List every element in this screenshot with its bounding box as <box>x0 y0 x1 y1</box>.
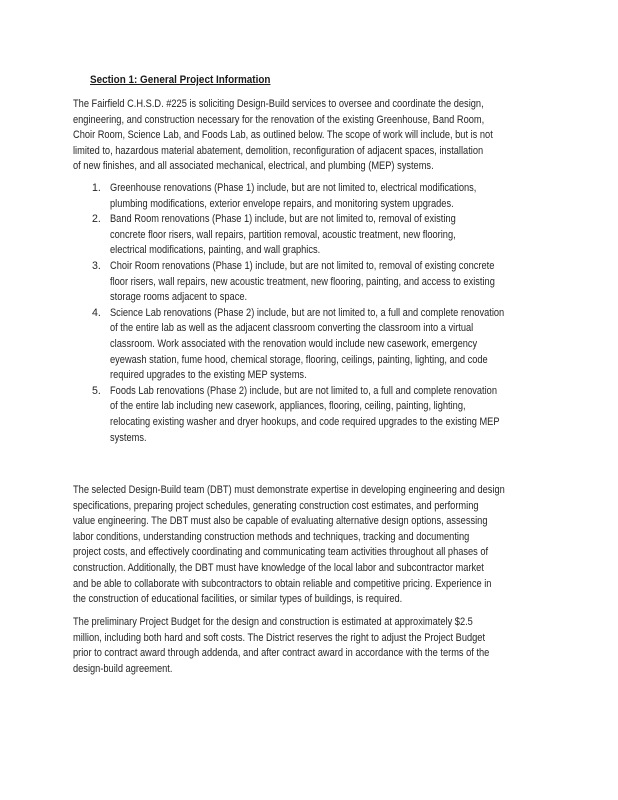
dbt-paragraph <box>73 483 566 608</box>
text-line: of the entire lab as well as the adjacent classroom converting the classroom into a virtual <box>110 322 474 335</box>
budget-paragraph <box>73 615 549 677</box>
text-line: Greenhouse renovations (Phase 1) include, but are not limited to, electrical modifications, <box>110 182 477 194</box>
text-line: required upgrades to the existing MEP systems. <box>110 369 307 382</box>
text-line: value engineering. The DBT must also be capable of evaluating alternative design options, assessing <box>73 515 488 528</box>
text-line: million, including both hard and soft costs. The District reserves the right to adjust the Project Budget <box>73 631 486 644</box>
text-line: Choir Room, Science Lab, and Foods Lab, as outlined below. The scope of work will include, but is not <box>73 129 493 142</box>
text-line: and be able to collaborate with subcontractors to obtain reliable and competitive pricing. Experience in <box>73 577 492 590</box>
section-title: Section 1: General Project Information <box>90 74 271 86</box>
text-line: labor conditions, understanding construction methods and techniques, tracking and documenting <box>73 530 470 543</box>
text-line: eyewash station, fume hood, chemical storage, flooring, ceilings, painting, lighting, and code <box>110 353 488 366</box>
list-item <box>92 306 561 384</box>
list-number: 5. <box>92 384 101 397</box>
text-line: engineering, and construction necessary for the renovation of the existing Greenhouse, Band Room, <box>73 113 485 126</box>
text-line: design-build agreement. <box>73 662 173 675</box>
text-line: systems. <box>110 431 147 444</box>
text-line: limited to, hazardous material abatement, demolition, reconfiguration of adjacent spaces, installation <box>73 144 484 157</box>
text-line: electrical modifications, painting, and wall graphics. <box>110 244 321 257</box>
text-line: The Fairfield C.H.S.D. #225 is soliciting Design-Build services to oversee and coordinate the design, <box>73 98 484 110</box>
text-line: prior to contract award through addenda, and after contract award in accordance with the terms of the <box>73 647 490 660</box>
text-line: relocating existing washer and dryer hookups, and code required upgrades to the existing MEP <box>110 415 500 428</box>
text-line: plumbing modifications, exterior envelope repairs, and monitoring system upgrades. <box>110 197 454 210</box>
text-line: project costs, and effectively coordinating and communicating team activities throughout all phases of <box>73 546 489 559</box>
text-line: specifications, preparing project schedules, generating construction cost estimates, and performing <box>73 499 479 512</box>
list-number: 4. <box>92 306 101 319</box>
intro-paragraph <box>73 97 553 175</box>
renovation-list <box>92 181 561 446</box>
text-line: Choir Room renovations (Phase 1) include, but are not limited to, removal of existing concrete <box>110 259 495 272</box>
text-line: The preliminary Project Budget for the design and construction is estimated at approximately $2.5 <box>73 616 473 628</box>
list-item <box>92 181 561 212</box>
text-line: Band Room renovations (Phase 1) include, but are not limited to, removal of existing <box>110 213 456 226</box>
list-item <box>92 212 561 259</box>
text-line: The selected Design-Build team (DBT) must demonstrate expertise in developing engineering and design <box>73 484 505 496</box>
text-line: storage rooms adjacent to space. <box>110 291 248 304</box>
text-line: Science Lab renovations (Phase 2) include, but are not limited to, a full and complete renovation <box>110 306 505 319</box>
text-line: of new finishes, and all associated mechanical, electrical, and plumbing (MEP) systems. <box>73 160 434 173</box>
text-line: classroom. Work associated with the renovation would include new casework, emergency <box>110 337 478 350</box>
text-line: Foods Lab renovations (Phase 2) include, but are not limited to, a full and complete renovation <box>110 384 497 397</box>
list-number: 3. <box>92 259 101 272</box>
text-line: concrete floor risers, wall repairs, partition removal, acoustic treatment, new flooring, <box>110 228 456 241</box>
list-item <box>92 259 561 306</box>
list-number: 1. <box>92 182 101 194</box>
text-line: construction. Additionally, the DBT must have knowledge of the local labor and subcontractor market <box>73 561 484 574</box>
list-number: 2. <box>92 213 101 226</box>
text-line: the construction of educational facilities, or similar types of buildings, is required. <box>73 593 403 606</box>
text-line: of the entire lab including new casework, appliances, flooring, ceiling, painting, lighting, <box>110 400 466 413</box>
list-item <box>92 384 561 446</box>
text-line: floor risers, wall repairs, new acoustic treatment, new flooring, painting, and access to existing <box>110 275 495 288</box>
